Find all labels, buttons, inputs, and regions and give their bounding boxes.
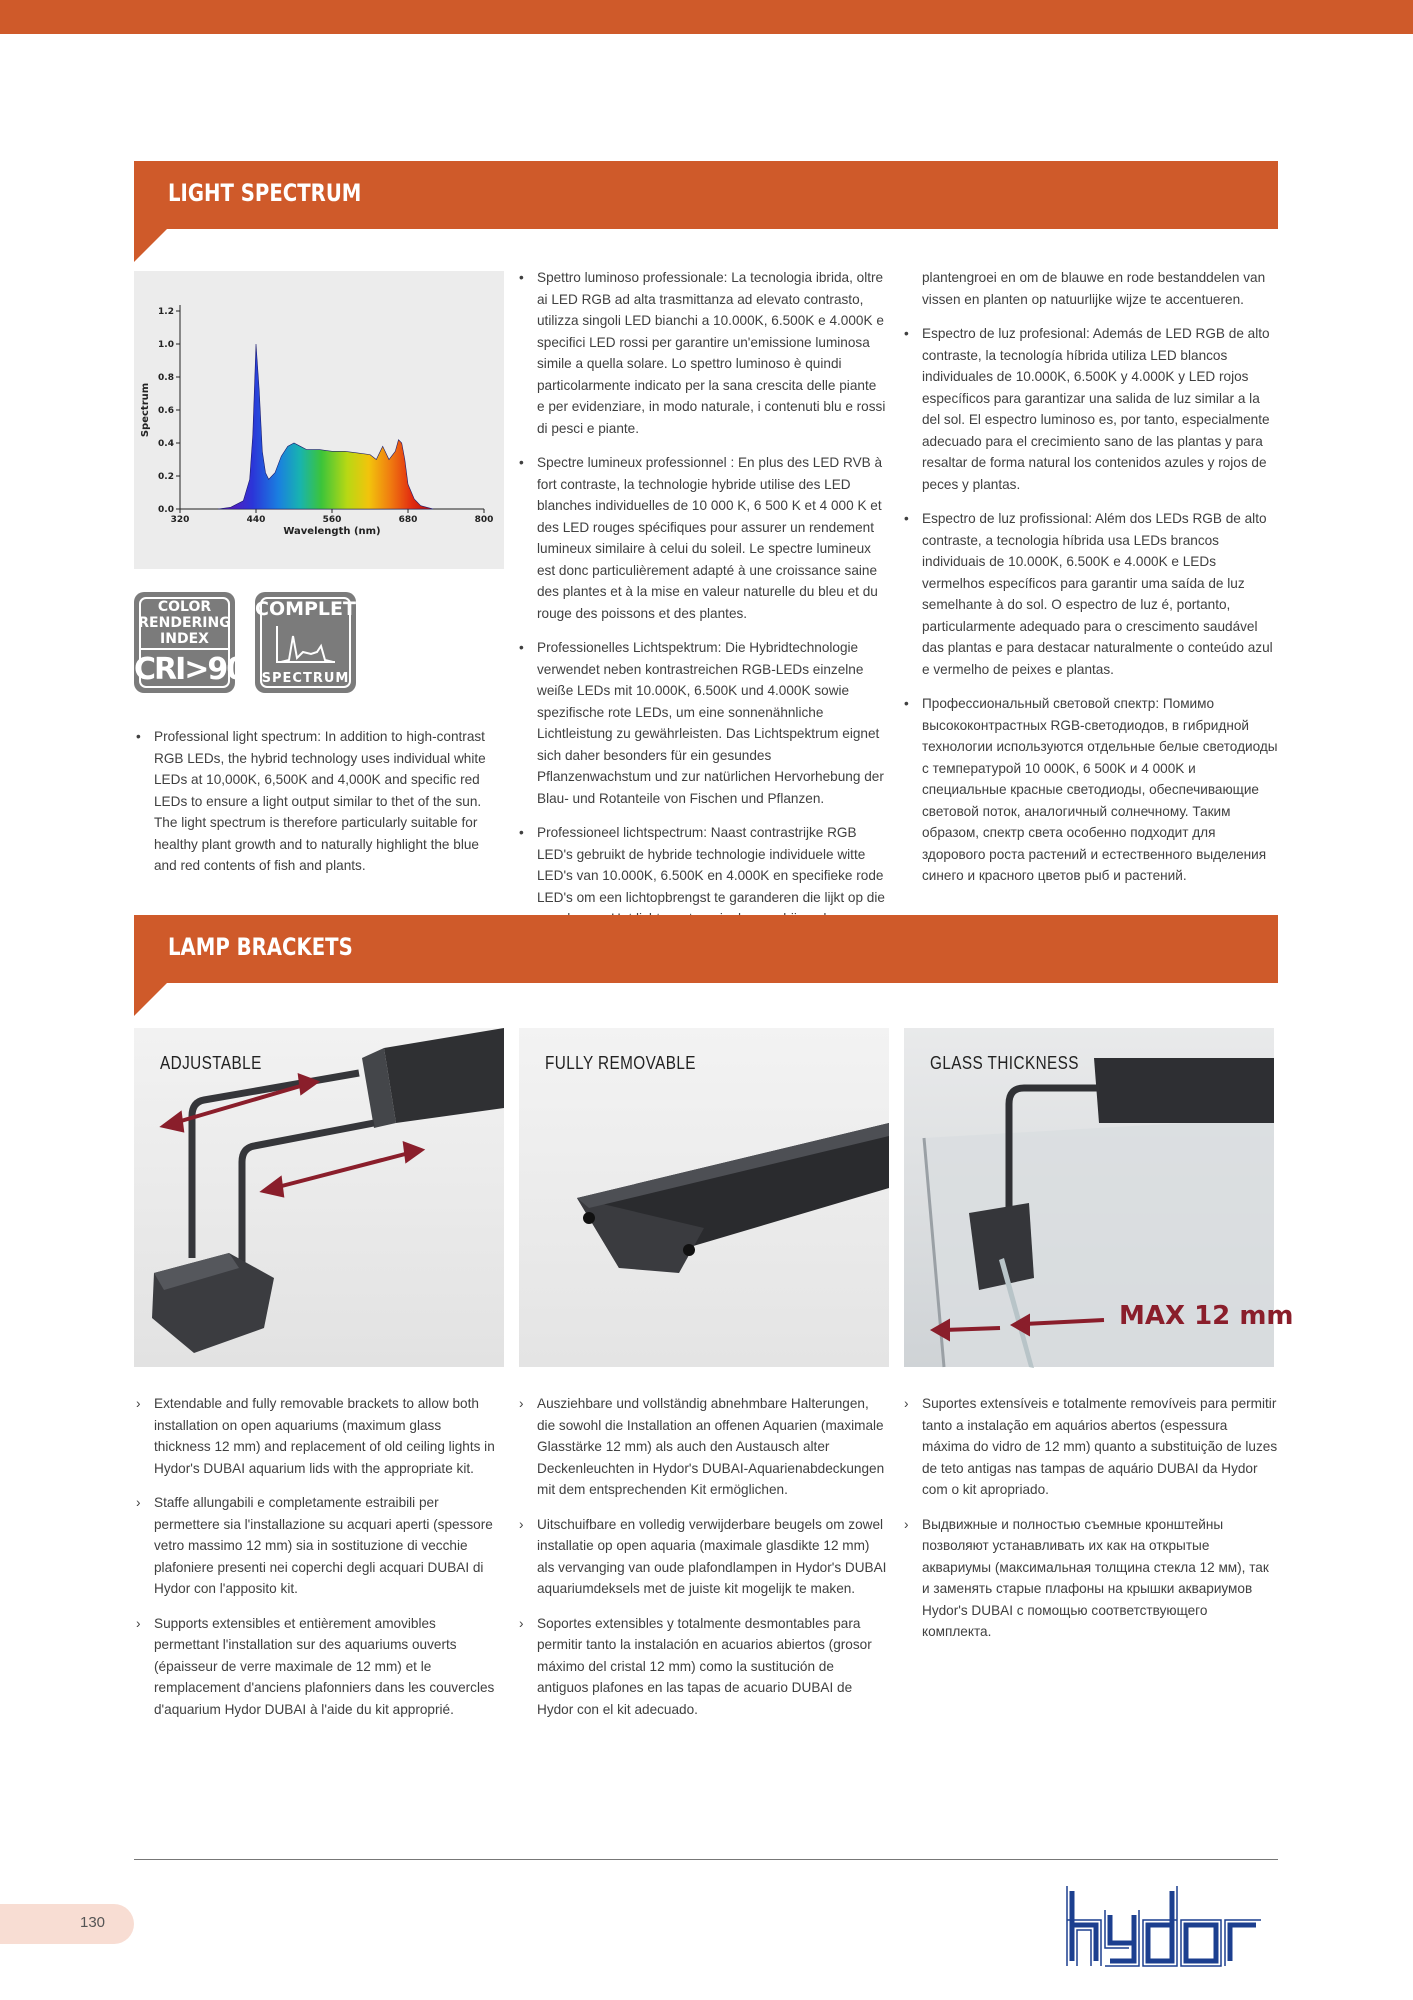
page-tab <box>0 1904 134 1944</box>
section-title: LIGHT SPECTRUM <box>168 179 362 207</box>
paragraph: › Soportes extensibles y totalmente desmontables para permitir tanto la instalación en acuarios abiertos (grosor máximo del cristal 12 mm) como la sustitución de antiguos plafones en las tapas de acuario DUBAI de Hydor con el kit adecuado. <box>519 1615 872 1717</box>
y-tick-label: 1.0 <box>158 340 174 350</box>
banner-tail <box>134 983 167 1016</box>
hydor-logo <box>1066 1885 1278 1967</box>
lamp-bar-illustration <box>519 1028 889 1367</box>
page-number: 130 <box>80 1914 106 1931</box>
paragraph: • Spectre lumineux professionnel : En plus des LED RVB à fort contraste, la technologie hybride utilise des LED blanches individuelles de 10 000 K, 6 500 K et 4 000 K et des LED rouges spécifiques pour assurer un rendement lumineux similaire à celui du soleil. Le spectre lumineux est donc particulièrement adapté à une croissance saine des plantes et à la mise en valeur naturelle du bleu et du rouge des poissons et des plantes. <box>519 455 883 621</box>
complete-spectrum-badge <box>255 592 369 693</box>
photo-fully-removable <box>519 1028 889 1367</box>
top-accent-bar <box>0 0 1413 34</box>
paragraph: • Professioneel lichtspectrum: Naast contrastrijke RGB LED's gebruikt de hybride technologie individuele witte LED's van 10.000K, 6.500K en 4.000K en specifieke rode LED's om een lichtopbrengst te garanderen die lijkt op die <box>519 825 885 905</box>
paragraph: • Professional light spectrum: In addition to high-contrast RGB LEDs, the hybrid technology uses individual white LEDs at 10,000K, 6,500K and 4,000K and specific red LEDs to ensure a light output similar to thet of the sun. The light spectrum is therefore particularly suitable for healthy plant growth and to naturally highlight the blue and red contents of fish and plants. <box>136 729 486 873</box>
mini-spectrum-icon <box>273 622 339 668</box>
x-tick-label: 560 <box>322 515 342 525</box>
bracket-illustration <box>134 1028 504 1367</box>
glass-clamp-illustration <box>904 1028 1294 1367</box>
spectrum-chart-svg <box>134 271 504 569</box>
y-tick-label: 1.2 <box>158 307 174 317</box>
y-tick-label: 0.2 <box>158 472 174 482</box>
photo-caption: ADJUSTABLE <box>160 1053 262 1073</box>
y-tick-label: 0.6 <box>158 406 174 416</box>
x-tick-label: 800 <box>474 515 494 525</box>
max-thickness-label: MAX 12 mm <box>1119 1301 1294 1331</box>
paragraph: › Ausziehbare und vollständig abnehmbare Halterungen, die sowohl die Installation an offenen Aquarien (maximale Glasstärke 12 mm) als auch den Austausch alter Deckenleuchten in Hydor's DUBAI-Aquarienabdeckungen mit dem entsprechenden Kit ermöglichen. <box>519 1396 885 1497</box>
s2-column-2 <box>517 1393 887 1733</box>
y-tick-label: 0.0 <box>158 505 174 515</box>
spectrum-curve <box>218 344 433 509</box>
photo-caption: GLASS THICKNESS <box>930 1053 1079 1073</box>
paragraph: › Выдвижные и полностью съемные кронштейны позволяют устанавливать их как на открытые аквариумы (максимальная толщина стекла 12 мм), так и заменять старые плафоны на крышки аквариумов Hydor's DUBAI с помощью соответствующего комплекта. <box>904 1516 1269 1639</box>
x-tick-label: 680 <box>398 515 418 525</box>
paragraph: › Uitschuifbare en volledig verwijderbare beugels om zowel installatie op open aquaria (maximale glasdikte 12 mm) als vervanging van oude plafondlampen in Hydor's DUBAI aquariumdeksels met de juiste kit mogelijk te maken. <box>519 1516 887 1596</box>
section-banner-lamp-brackets <box>134 915 1278 983</box>
banner-tail <box>134 229 167 262</box>
photo-caption: FULLY REMOVABLE <box>545 1053 696 1073</box>
s1-column-1 <box>134 726 496 890</box>
complete-badge-top: COMPLETE <box>255 598 369 620</box>
paragraph: • Spettro luminoso professionale: La tecnologia ibrida, oltre ai LED RGB ad alta trasmittanza ad elevato contrasto, utilizza singoli LED bianchi a 10.000K, 6.500K e 4.000K e specifici LED rossi per garantire un'emissione luminosa simile a quella solare. Lo spettro luminoso è quindi particolarmente indicato per la sana crescita delle piante e per evidenziare, in modo naturale, i contenuti blu e rossi di pesci e piante. <box>519 270 886 436</box>
cri-badge-value: CRI>90 <box>134 652 246 687</box>
section-title: LAMP BRACKETS <box>168 933 353 961</box>
photo-glass-thickness <box>904 1028 1294 1367</box>
s1-column-3 <box>902 267 1278 900</box>
paragraph: • Espectro de luz profesional: Además de LED RGB de alto contraste, la tecnología híbrida utiliza LED blancos individuales de 10.000K, 6.500K y 4.000K y LED rojos específicos para garantizar una salida de luz similar a la del sol. El espectro luminoso es, por tanto, especialmente adecuado para el crecimiento sano de las plantas y para resaltar de forma natural los contenidos azules y rojos de peces y plantas. <box>904 326 1270 492</box>
x-tick-label: 320 <box>170 515 190 525</box>
footer-rule <box>134 1859 1278 1860</box>
s2-column-3 <box>902 1393 1278 1656</box>
y-tick-label: 0.4 <box>158 439 174 449</box>
paragraph: • Espectro de luz profissional: Além dos LEDs RGB de alto contraste, a tecnologia híbrida usa LEDs brancos individuais de 10.000K, 6.500K e 4.000K e LEDs vermelhos específicos para garantir uma saída de luz semelhante à do sol. O espectro de luz é, portanto, particularmente adequado para o crescimento saudável das plantas e para destacar naturalmente o conteúdo azul e vermelho de peixes e plantas. <box>904 511 1273 677</box>
s1-column-2 <box>517 267 887 964</box>
paragraph: • Professionelles Lichtspektrum: Die Hybridtechnologie verwendet neben kontrastreichen RGB-LEDs einzelne weiße LEDs mit 10.000K, 6.500K und 4.000K sowie spezifische rote LEDs, um eine sonnenähnliche Lichtleistung zu gewährleisten. Das Lichtspektrum eignet sich daher besonders für ein gesundes Pflanzenwachstum und zur natürlichen Hervorhebung der Blau- und Rotanteile von Fischen und Pflanzen. <box>519 640 884 806</box>
section-banner-light-spectrum <box>134 161 1278 229</box>
x-axis-label: Wavelength (nm) <box>283 526 381 537</box>
complete-badge-bottom: SPECTRUM <box>261 671 350 686</box>
paragraph: › Staffe allungabili e completamente estraibili per permettere sia l'installazione su acquari aperti (spessore vetro massimo 12 mm) sia in sostituzione di vecchie plafoniere presenti nei coperchi degli acquari DUBAI di Hydor con l'apposito kit. <box>136 1495 493 1596</box>
spectrum-chart <box>134 271 504 569</box>
paragraph: › Supports extensibles et entièrement amovibles permettant l'installation sur des aquariums ouverts (épaisseur de verre maximale de 12 mm) et le remplacement d'anciens plafonniers dans les couvercles d'aquarium Hydor DUBAI à l'aide du kit approprié. <box>136 1615 495 1717</box>
paragraph: › Suportes extensíveis e totalmente removíveis para permitir tanto a instalação em aquários abertos (espessura máxima do vidro de 12 mm) quanto a substituição de luzes de teto antigas nas tampas de aquário DUBAI da Hydor com o kit apropriado. <box>904 1396 1278 1497</box>
paragraph: • Профессиональный световой спектр: Помимо высококонтрастных RGB-светодиодов, в гибридной технологии используются отдельные белые светодиоды с температурой 10 000K, 6 500K и 4 000K и специальные красные светодиоды, обеспечивающие световой поток, аналогичный солнечному. Таким образом, спектр света особенно подходит для здорового роста растений и естественного выделения синего и красного цветов рыб и растений. <box>904 696 1278 883</box>
paragraph: › Extendable and fully removable brackets to allow both installation on open aquariums (maximum glass thickness 12 mm) and replacement of old ceiling lights in Hydor's DUBAI aquarium lids with the appropriate kit. <box>136 1396 495 1476</box>
s2-column-1 <box>134 1393 496 1733</box>
y-axis-label: Spectrum <box>140 382 151 438</box>
paragraph-continued: plantengroei en om de blauwe en rode bestanddelen van vissen en planten op natuurlijke wijze te accentueren. <box>922 270 1266 307</box>
cri-badge <box>134 592 246 693</box>
y-tick-label: 0.8 <box>158 373 174 383</box>
x-tick-label: 440 <box>246 515 266 525</box>
photo-adjustable <box>134 1028 504 1367</box>
cri-badge-title: COLOR RENDERING INDEX <box>138 599 231 647</box>
